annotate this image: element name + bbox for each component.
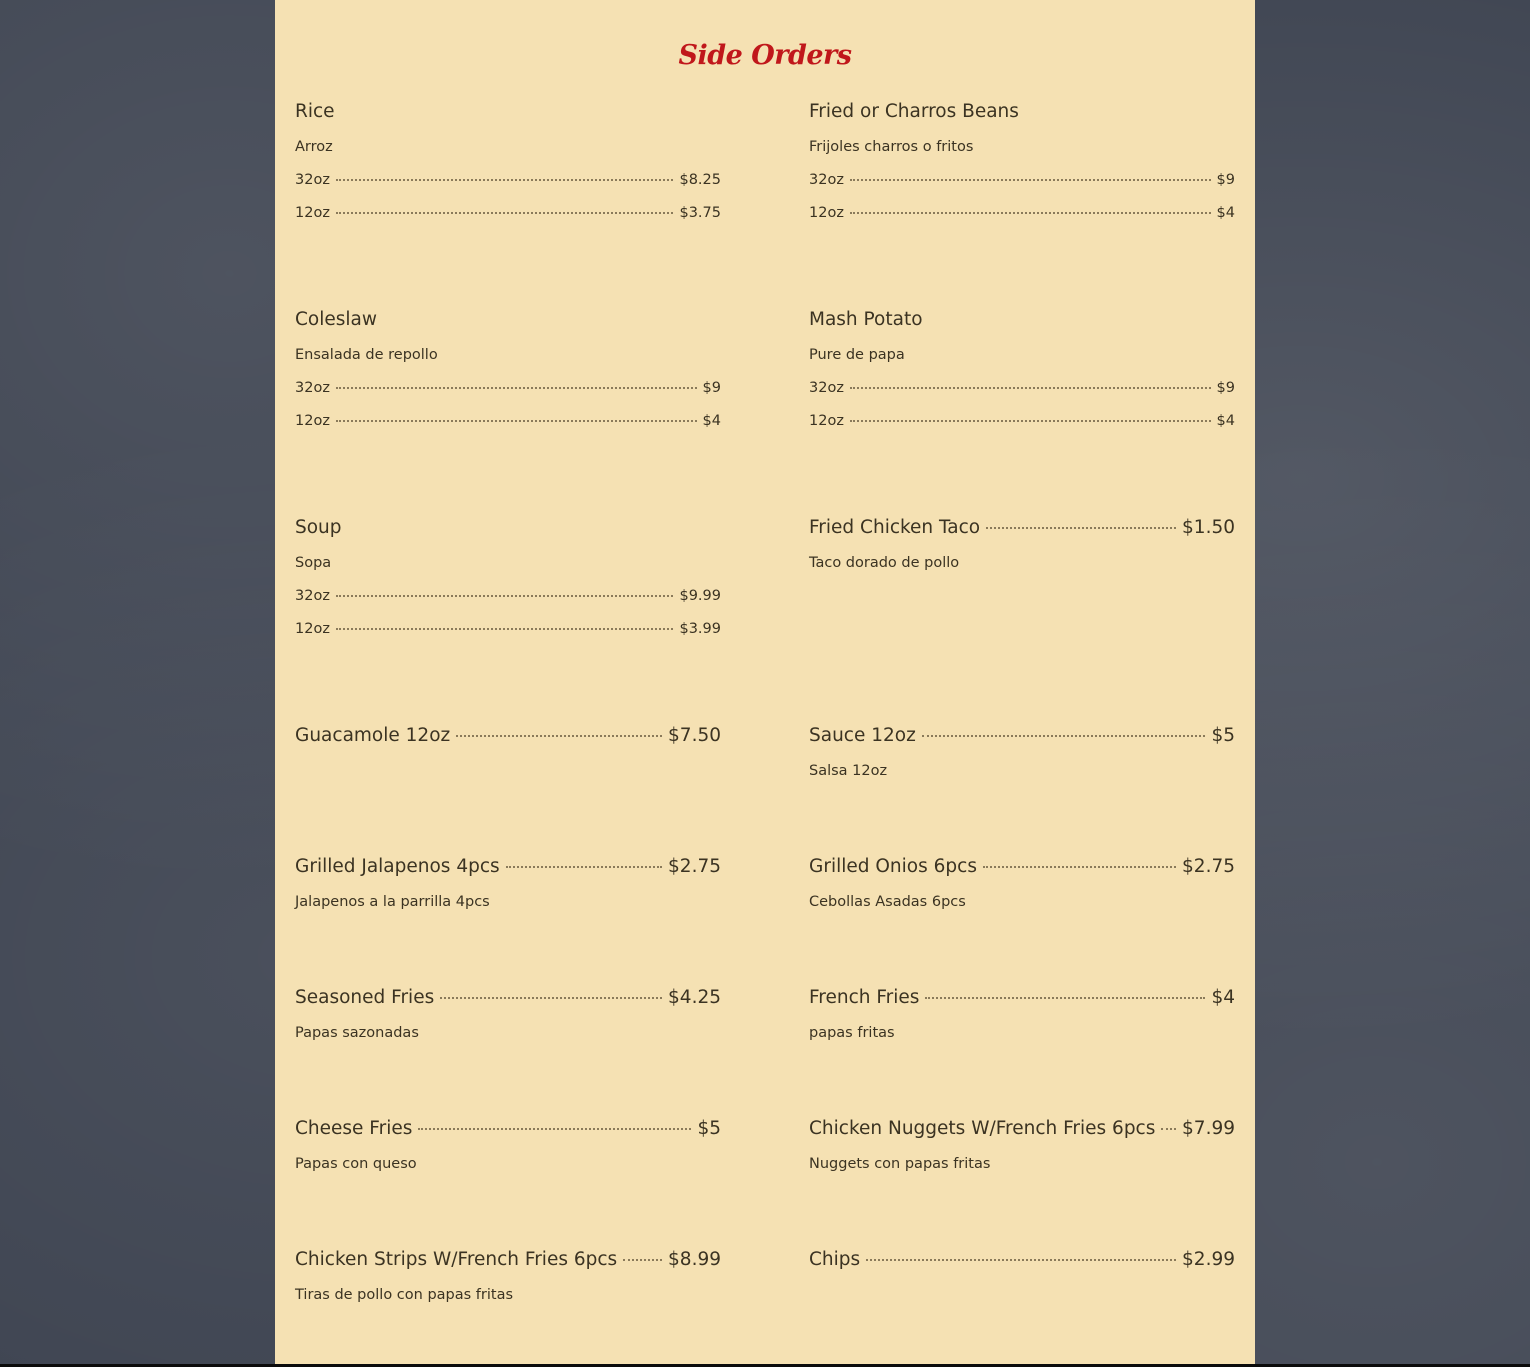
menu-item-soup [295,517,721,637]
item-price: $5 [697,1118,721,1139]
section-title: Side Orders [678,40,852,71]
item-description: Papas con queso [295,1156,417,1172]
item-name: Seasoned Fries [295,987,435,1008]
item-description: Taco dorado de pollo [809,555,960,571]
size-label: 12oz [295,621,330,637]
dot-leader [336,420,697,422]
dot-leader [623,1259,662,1261]
item-price: $7.50 [668,725,721,746]
size-price: $8.25 [679,172,721,188]
item-price: $8.99 [668,1249,721,1270]
item-name: Guacamole 12oz [295,725,451,746]
menu-item-grilled-onions [809,856,1235,910]
dot-leader [418,1128,691,1130]
item-name: Fried or Charros Beans [809,101,1019,122]
dot-leader [850,179,1211,181]
menu-item-seasoned-fries [295,987,721,1041]
size-price: $9 [1216,172,1235,188]
dot-leader [336,595,674,597]
item-price: $4.25 [668,987,721,1008]
menu-item-rice [295,101,721,221]
size-label: 12oz [295,205,330,221]
dot-leader [456,735,662,737]
item-description: Papas sazonadas [295,1025,419,1041]
dot-leader [440,997,662,999]
size-label: 12oz [809,413,844,429]
size-row [295,588,721,604]
item-description: Salsa 12oz [809,763,888,779]
dot-leader [336,387,697,389]
item-name: Sauce 12oz [809,725,916,746]
size-row [809,380,1235,396]
size-label: 32oz [295,588,330,604]
size-row [809,413,1235,429]
dot-leader [1161,1128,1176,1130]
menu-item-guacamole [295,725,721,751]
size-row [809,172,1235,188]
menu-item-coleslaw [295,309,721,429]
dot-leader [850,420,1211,422]
dot-leader [336,212,674,214]
dot-leader [925,997,1205,999]
menu-item-beans [809,101,1235,221]
size-label: 32oz [295,172,330,188]
size-row [809,205,1235,221]
dot-leader [850,387,1211,389]
item-name: Cheese Fries [295,1118,413,1139]
size-price: $9 [1216,380,1235,396]
dot-leader [850,212,1211,214]
item-name: Rice [295,101,335,122]
item-description: Ensalada de repollo [295,347,438,363]
size-label: 32oz [295,380,330,396]
menu-item-sauce [809,725,1235,779]
menu-item-chicken-nuggets [809,1118,1235,1172]
item-description: Jalapenos a la parrilla 4pcs [295,894,490,910]
menu-item-grilled-jalapenos [295,856,721,910]
dot-leader [983,866,1176,868]
size-price: $9 [702,380,721,396]
size-price: $3.75 [679,205,721,221]
item-name: Chips [809,1249,861,1270]
menu-item-chips [809,1249,1235,1275]
item-name: Coleslaw [295,309,378,330]
item-price: $5 [1211,725,1235,746]
dot-leader [866,1259,1176,1261]
dot-leader [986,527,1176,529]
item-description: Sopa [295,555,332,571]
menu-item-cheese-fries [295,1118,721,1172]
item-name: Soup [295,517,342,538]
dot-leader [336,179,674,181]
item-description: Nuggets con papas fritas [809,1156,991,1172]
size-price: $3.99 [679,621,721,637]
item-price: $2.99 [1182,1249,1235,1270]
item-name: Chicken Nuggets W/French Fries 6pcs [809,1118,1156,1139]
menu-item-mash-potato [809,309,1235,429]
size-price: $4 [702,413,721,429]
size-label: 32oz [809,380,844,396]
menu-item-french-fries [809,987,1235,1041]
size-price: $4 [1216,413,1235,429]
item-price: $7.99 [1182,1118,1235,1139]
size-row [295,172,721,188]
item-name: Grilled Onios 6pcs [809,856,977,877]
size-price: $4 [1216,205,1235,221]
item-price: $2.75 [668,856,721,877]
size-price: $9.99 [679,588,721,604]
size-row [295,621,721,637]
dot-leader [506,866,662,868]
item-description: Frijoles charros o fritos [809,139,974,155]
size-row [295,205,721,221]
menu-item-fried-chicken-taco [809,517,1235,571]
size-label: 32oz [809,172,844,188]
item-description: Tiras de pollo con papas fritas [295,1287,514,1303]
item-name: Chicken Strips W/French Fries 6pcs [295,1249,618,1270]
item-price: $2.75 [1182,856,1235,877]
item-description: Arroz [295,139,333,155]
item-price: $1.50 [1182,517,1235,538]
size-label: 12oz [809,205,844,221]
size-row [295,380,721,396]
item-name: Grilled Jalapenos 4pcs [295,856,500,877]
menu-paper [275,0,1255,1364]
dot-leader [922,735,1206,737]
size-label: 12oz [295,413,330,429]
item-price: $4 [1211,987,1235,1008]
item-description: Pure de papa [809,347,905,363]
menu-item-chicken-strips [295,1249,721,1303]
item-description: Cebollas Asadas 6pcs [809,894,966,910]
item-name: Mash Potato [809,309,923,330]
size-row [295,413,721,429]
item-name: Fried Chicken Taco [809,517,981,538]
dot-leader [336,628,674,630]
item-description: papas fritas [809,1025,895,1041]
item-name: French Fries [809,987,920,1008]
